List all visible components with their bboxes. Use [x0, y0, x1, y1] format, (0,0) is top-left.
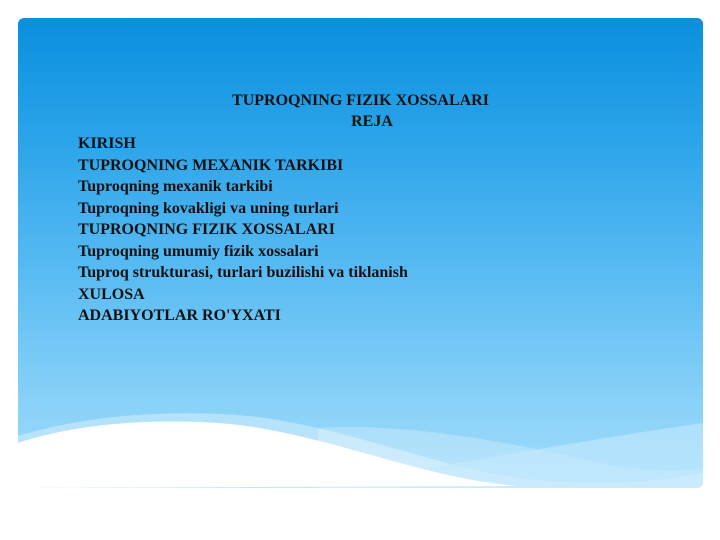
list-item: Tuproqning mexanik tarkibi — [78, 178, 273, 195]
list-item: TUPROQNING MEXANIK TARKIBI — [78, 156, 344, 174]
title-block — [18, 90, 698, 132]
slide-title: TUPROQNING FIZIK XOSSALARI — [232, 92, 489, 109]
list-item: Tuproqning umumiy fizik xossalari — [78, 242, 319, 260]
outline-list — [78, 133, 408, 327]
list-item: TUPROQNING FIZIK XOSSALARI — [78, 221, 335, 238]
list-item: Tuproq strukturasi, turlari buzilishi va tiklanish — [78, 264, 408, 281]
list-item: KIRISH — [78, 135, 136, 152]
list-item: ADABIYOTLAR RO'YXATI — [78, 307, 281, 324]
slide-subtitle: REJA — [351, 113, 393, 130]
slide — [18, 18, 703, 488]
list-item: XULOSA — [78, 285, 145, 303]
list-item: Tuproqning kovakligi va uning turlari — [78, 199, 339, 217]
